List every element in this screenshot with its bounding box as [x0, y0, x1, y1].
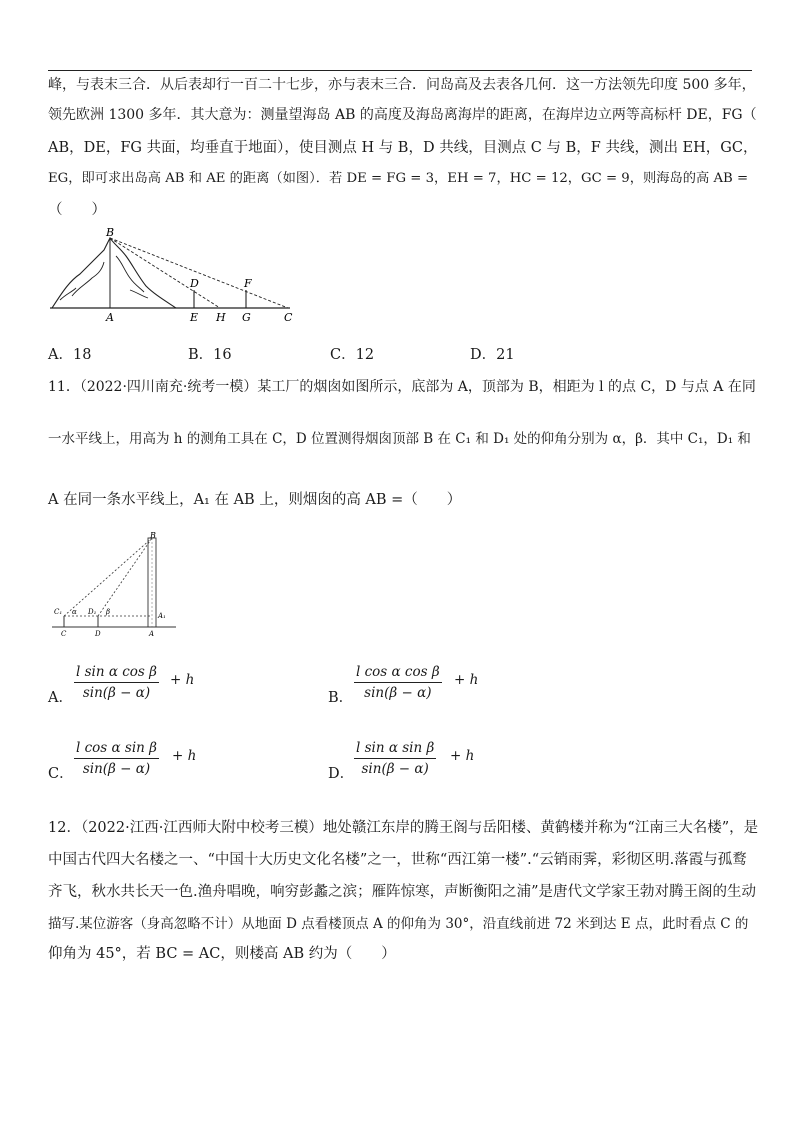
label-D: D — [95, 630, 101, 638]
choice-c-numerator: l cos α sin β — [74, 738, 159, 759]
choice-d-denominator: sin(β − α) — [361, 761, 429, 777]
choice-b-numerator: l cos α cos β — [354, 662, 442, 683]
label-alpha: α — [72, 608, 77, 616]
label-B: B — [150, 531, 156, 540]
island-survey-figure — [46, 226, 296, 322]
option-a[interactable]: A．18 — [48, 347, 92, 363]
choice-d[interactable]: D． $\frac{\text{l sin α sin β}}{\sin(\beta - \alpha)}$ + h — [328, 740, 475, 782]
q10-options — [48, 343, 748, 365]
chimney-figure — [50, 530, 180, 640]
q12-line: 齐飞，秋水共长天一色.渔舟唱晚，响穷彭蠡之滨；雁阵惊寒，声断衡阳之浦”是唐代文学家王勃对腾王阁的生动 — [48, 884, 757, 900]
choice-b[interactable]: B． $\frac{\text{l cos α cos β}}{\sin(\beta - \alpha)}$ + h — [328, 664, 479, 706]
option-b[interactable]: B．16 — [188, 347, 232, 363]
label-A1: A₁ — [158, 612, 166, 620]
choice-b-denominator: sin(β − α) — [364, 685, 432, 701]
label-H: H — [216, 311, 226, 322]
header-rule — [48, 70, 752, 71]
choice-a[interactable]: A． $\frac{\text{l sin α cos β}}{\sin(\beta - \alpha)}$ + h — [48, 664, 195, 706]
q12-line: 12．（2022·江西·江西师大附中校考三模）地处赣江东岸的腾王阁与岳阳楼、黄鹤楼并称为“江南三大名楼”，是 — [48, 820, 759, 836]
label-beta: β — [106, 608, 111, 616]
option-c[interactable]: C．12 — [330, 347, 375, 363]
label-C1: C₁ — [54, 608, 63, 616]
label-E: E — [190, 311, 199, 322]
choice-d-numerator: l sin α sin β — [354, 738, 436, 759]
q11-line: 一水平线上，用高为 h 的测角工具在 C，D 位置测得烟囱顶部 B 在 C₁ 和 D₁ 处的仰角分别为 α，β．其中 C₁，D₁ 和 — [48, 431, 751, 447]
option-d[interactable]: D．21 — [470, 347, 515, 363]
q12-line: 仰角为 45°，若 BC = AC，则楼高 AB 约为（ ） — [48, 946, 396, 962]
q10-line: （ ） — [48, 202, 106, 218]
label-F: F — [244, 277, 252, 290]
label-C: C — [61, 630, 67, 638]
label-A: A — [106, 311, 114, 322]
choice-c-denominator: sin(β − α) — [82, 761, 151, 777]
label-G: G — [242, 311, 251, 322]
label-D1: D₁ — [88, 608, 97, 616]
q10-line: AB，DE，FG 共面，均垂直于地面），使目测点 H 与 B，D 共线，目测点 C 与 B，F 共线，测出 EH，GC， — [48, 140, 758, 156]
q10-line: 领先欧洲 1300 多年．其大意为：测量望海岛 AB 的高度及海岛离海岸的距离，在海岸边立两等高标杆 DE，FG（ — [48, 107, 757, 123]
q12-line: 描写.某位游客（身高忽略不计）从地面 D 点看楼顶点 A 的仰角为 30°，沿直线前进 72 米到达 E 点，此时看点 C 的 — [48, 916, 749, 932]
q10-line: EG，即可求出岛高 AB 和 AE 的距离（如图）．若 DE = FG = 3，EH = 7，HC = 12，GC = 9，则海岛的高 AB = — [48, 171, 749, 186]
label-C: C — [284, 311, 293, 322]
q11-line: A 在同一条水平线上，A₁ 在 AB 上，则烟囱的高 AB =（ ） — [48, 492, 462, 508]
q10-line: 峰，与表末三合．从后表却行一百二十七步，亦与表末三合．问岛高及去表各几何．这一方法领先印度 500 多年， — [48, 77, 756, 93]
q11-line: 11．（2022·四川南充·统考一模）某工厂的烟囱如图所示，底部为 A，顶部为 B，相距为 l 的点 C，D 与点 A 在同 — [48, 379, 756, 395]
label-D: D — [190, 277, 199, 290]
choice-a-denominator: sin(β − α) — [82, 685, 151, 701]
q12-line: 中国古代四大名楼之一、“中国十大历史文化名楼”之一，世称“西江第一楼”.“云销雨霁，彩彻区明.落霞与孤鹜 — [48, 852, 747, 868]
choice-c[interactable]: C． $\frac{\text{l cos α sin β}}{\sin(\beta - \alpha)}$ + h — [48, 740, 197, 782]
label-B: B — [106, 226, 115, 239]
choice-a-numerator: l sin α cos β — [74, 662, 159, 683]
label-A: A — [149, 630, 155, 638]
